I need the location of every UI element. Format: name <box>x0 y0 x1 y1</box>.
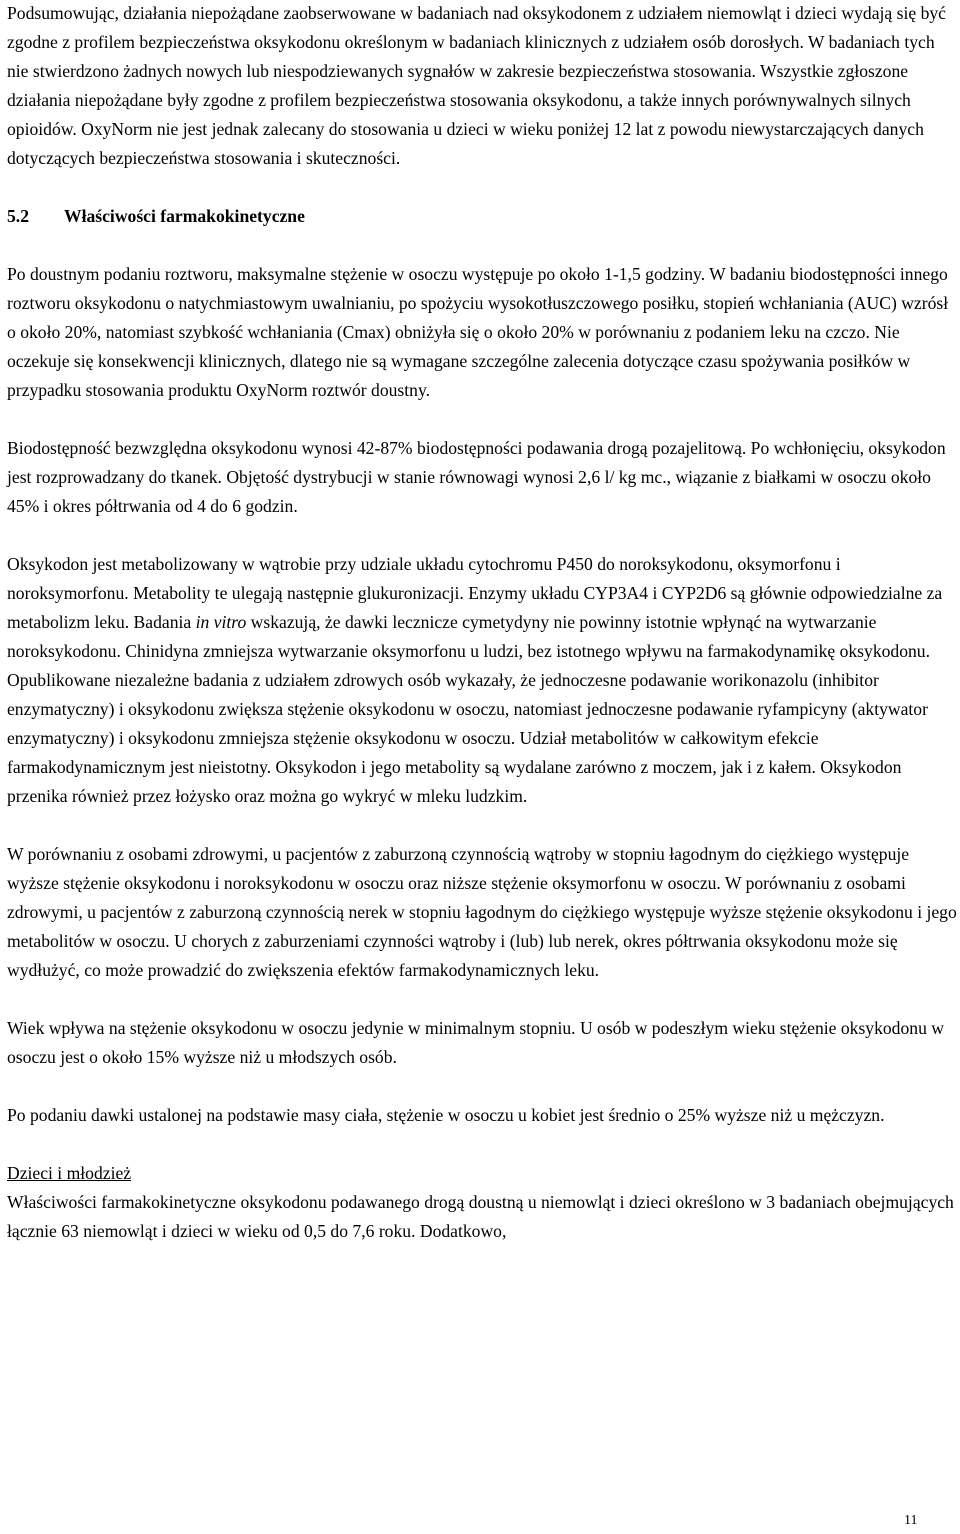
paragraph-safety-summary: Podsumowując, działania niepożądane zaobserwowane w badaniach nad oksykodonem z udziałem niemowląt i dzieci wydają się być zgodne z profilem bezpieczeństwa oksykodonu określonym w badaniach klinicznych z udziałem osób dorosłych. W badaniach tych nie stwierdzono żadnych nowych lub niespodziewanych sygnałów w zakresie bezpieczeństwa stosowania. Wszystkie zgłoszone działania niepożądane były zgodne z profilem bezpieczeństwa stosowania oksykodonu, a także innych porównywalnych silnych opioidów. OxyNorm nie jest jednak zalecany do stosowania u dzieci w wieku poniżej 12 lat z powodu niewystarczających danych dotyczących bezpieczeństwa stosowania i skuteczności. <box>7 3 946 168</box>
paragraph-children: Właściwości farmakokinetyczne oksykodonu podawanego drogą doustną u niemowląt i dzieci określono w 3 badaniach obejmujących łącznie 63 niemowląt i dzieci w wieku od 0,5 do 7,6 roku. Dodatkowo, <box>7 1192 954 1241</box>
paragraph-impairment: W porównaniu z osobami zdrowymi, u pacjentów z zaburzoną czynnością wątroby w stopniu łagodnym do ciężkiego występuje wyższe stężenie oksykodonu i noroksykodonu w osoczu oraz niższe stężenie oksymorfonu w osoczu. W porównaniu z osobami zdrowymi, u pacjentów z zaburzoną czynnością nerek w stopniu łagodnym do ciężkiego występuje wyższe stężenie oksykodonu i jego metabolitów w osoczu. U chorych z zaburzeniami czynności wątroby i (lub) lub nerek, okres półtrwania oksykodonu może się wydłużyć, co może prowadzić do zwiększenia efektów farmakodynamicznych leku. <box>7 844 957 980</box>
paragraph-gap <box>7 173 957 202</box>
paragraph-gap <box>7 1072 957 1101</box>
paragraph-gap <box>7 521 957 550</box>
paragraph-gap <box>7 985 957 1014</box>
section-heading <box>7 202 957 231</box>
paragraph-metabolism <box>7 550 957 811</box>
paragraph-sex: Po podaniu dawki ustalonej na podstawie masy ciała, stężenie w osoczu u kobiet jest średnio o 25% wyższe niż u mężczyzn. <box>7 1105 885 1125</box>
section-number: 5.2 <box>7 206 29 226</box>
paragraph-gap <box>7 1130 957 1159</box>
paragraph-absorption: Po doustnym podaniu roztworu, maksymalne stężenie w osoczu występuje po około 1-1,5 godziny. W badaniu biodostępności innego roztworu oksykodonu o natychmiastowym uwalnianiu, po spożyciu wysokotłuszczowego posiłku, stopień wchłaniania (AUC) wzrósł o około 20%, natomiast szybkość wchłaniania (Cmax) obniżyła się o około 20% w porównaniu z podaniem leku na czczo. Nie oczekuje się konsekwencji klinicznych, dlatego nie są wymagane szczególne zalecenia dotyczące czasu spożywania posiłków w przypadku stosowania produktu OxyNorm roztwór doustny. <box>7 264 949 400</box>
document-page <box>7 0 957 1246</box>
metabolism-text-2: wskazują, że dawki lecznicze cymetydyny nie powinny istotnie wpłynąć na wytwarzanie noroksykodonu. Chinidyna zmniejsza wytwarzanie oksymorfonu u ludzi, bez istotnego wpływu na farmakodynamikę oksykodonu. Opublikowane niezależne badania z udziałem zdrowych osób wykazały, że jednoczesne podawanie worikonazolu (inhibitor enzymatyczny) i oksykodonu zwiększa stężenie oksykodonu w osoczu, natomiast jednoczesne podawanie ryfampicyny (aktywator enzymatyczny) i oksykodonu zmniejsza stężenie oksykodonu w osoczu. Udział metabolitów w całkowitym efekcie farmakodynamicznym jest nieistotny. Oksykodon i jego metabolity są wydalane zarówno z moczem, jak i z kałem. Oksykodon przenika również przez łożysko oraz można go wykryć w mleku ludzkim. <box>7 612 931 806</box>
paragraph-gap <box>7 811 957 840</box>
subheading-children: Dzieci i młodzież <box>7 1163 132 1183</box>
paragraph-age: Wiek wpływa na stężenie oksykodonu w osoczu jedynie w minimalnym stopniu. U osób w podeszłym wieku stężenie oksykodonu w osoczu jest o około 15% wyższe niż u młodszych osób. <box>7 1018 944 1067</box>
page-number: 11 <box>904 1513 918 1528</box>
paragraph-gap <box>7 231 957 260</box>
section-title: Właściwości farmakokinetyczne <box>64 206 305 226</box>
metabolism-italic-term: in vitro <box>195 612 247 632</box>
paragraph-gap <box>7 405 957 434</box>
metabolism-text-1: Oksykodon jest metabolizowany w wątrobie przy udziale układu cytochromu P450 do noroksykodonu, oksymorfonu i noroksymorfonu. Metabolity te ulegają następnie glukuronizacji. Enzymy układu CYP3A4 i CYP2D6 są głównie odpowiedzialne za metabolizm leku. Badania <box>7 554 943 632</box>
paragraph-bioavailability: Biodostępność bezwzględna oksykodonu wynosi 42-87% biodostępności podawania drogą pozajelitową. Po wchłonięciu, oksykodon jest rozprowadzany do tkanek. Objętość dystrybucji w stanie równowagi wynosi 2,6 l/ kg mc., wiązanie z białkami w osoczu około 45% i okres półtrwania od 4 do 6 godzin. <box>7 438 946 516</box>
